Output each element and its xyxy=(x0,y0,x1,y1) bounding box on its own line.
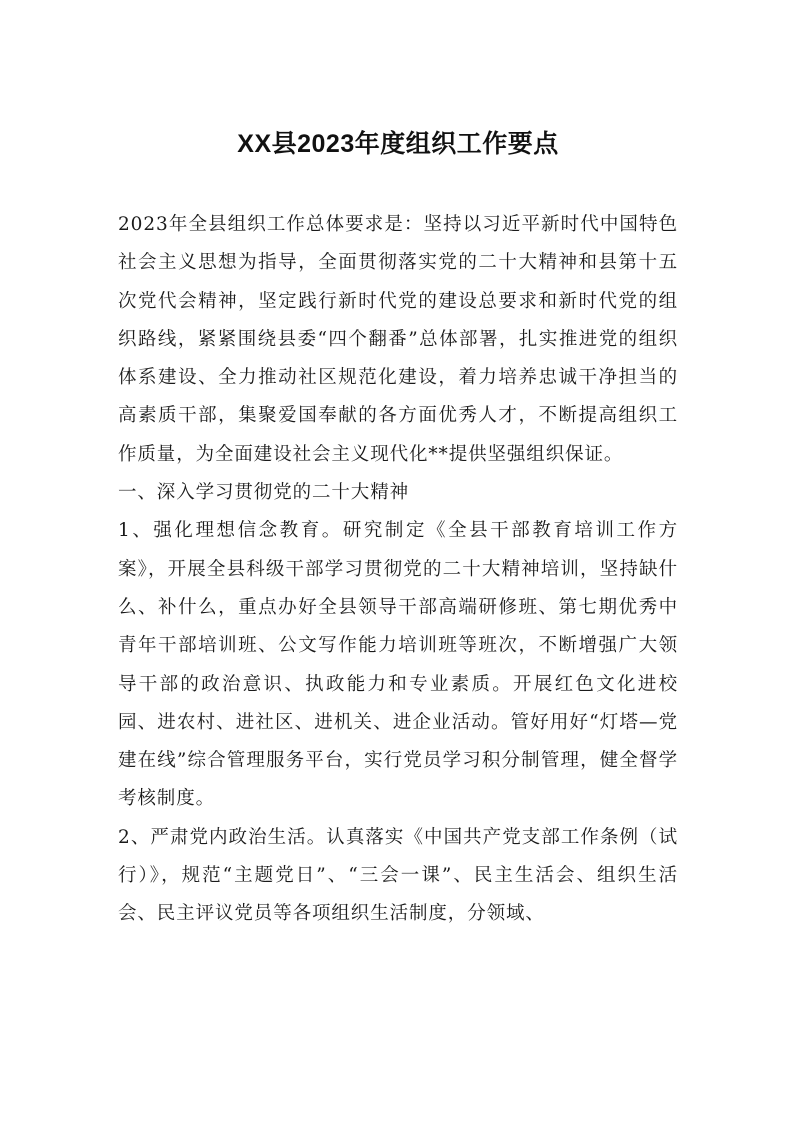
item-1-paragraph: 1、强化理想信念教育。研究制定《全县干部教育培训工作方案》，开展全县科级干部学习贯彻党的二十大精神培训，坚持缺什么、补什么，重点办好全县领导干部高端研修班、第七期优秀中青年干部培训班、公文写作能力培训班等班次，不断增强广大领导干部的政治意识、执政能力和专业素质。开展红色文化进校园、进农村、进社区、进机关、进企业活动。管好用好“灯塔—党建在线”综合管理服务平台，实行党员学习积分制管理，健全督学考核制度。 xyxy=(118,520,678,810)
document-title: XX县2023年度组织工作要点 xyxy=(237,130,559,158)
intro-paragraph: 2023年全县组织工作总体要求是：坚持以习近平新时代中国特色社会主义思想为指导，全面贯彻落实党的二十大精神和县第十五次党代会精神，坚定践行新时代党的建设总要求和新时代党的组织路线，紧紧围绕县委“四个翻番”总体部署，扎实推进党的组织体系建设、全力推动社区规范化建设，着力培养忠诚干净担当的高素质干部，集聚爱国奉献的各方面优秀人才，不断提高组织工作质量，为全面建设社会主义现代化**提供坚强组织保证。 xyxy=(118,214,678,465)
section-heading: 一、深入学习贯彻党的二十大精神 xyxy=(118,482,410,504)
document-page xyxy=(118,122,678,934)
item-2-paragraph: 2、严肃党内政治生活。认真落实《中国共产党支部工作条例（试行）》，规范“主题党日”、“三会一课”、民主生活会、组织生活会、民主评议党员等各项组织生活制度，分领域、 xyxy=(118,826,678,925)
